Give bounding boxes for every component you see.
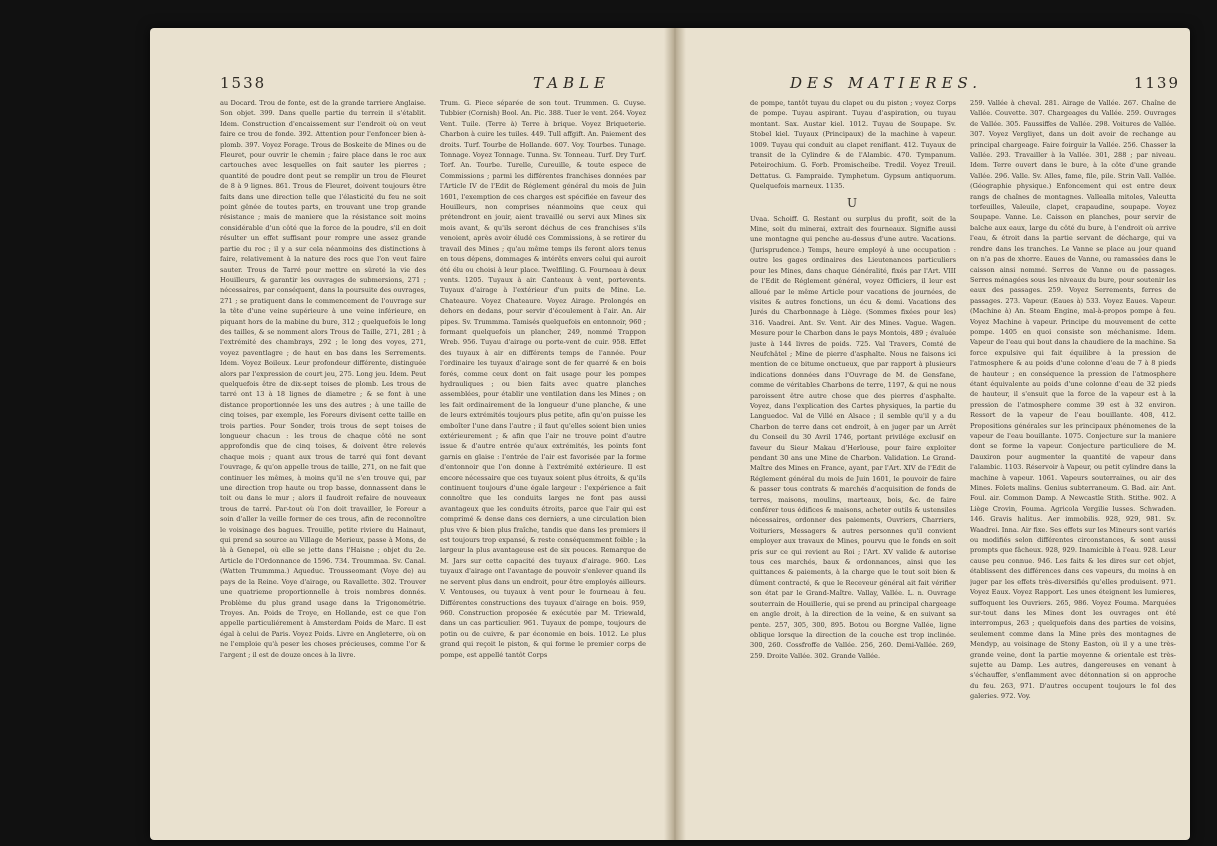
running-title: DES MATIERES.	[790, 74, 983, 92]
index-text: au Docard. Trou de fonte, est de la grande tarriere Anglaise. Son objet. 399. Dans quelle partie du terrein il s'établit. Idem. Construction d'encaissement sur l'endroit où on veut faire ce trou de fonde. 392. Attention pour l'enfoncer bien à-plomb. 397. Voyez Forage. Trous de Boskeite de Mines ou de Fleuret, pour ouvrir le chemin ; faire place dans le roc aux cartouches avec lesquelles on fait sauter les pierres ; quantité de poudre dont peut se remplir un trou de Fleuret de 8 à 9 lignes. 861. Trous de Fleuret, doivent toujours être faits dans une direction telle que l'élasticité du feu ne soit point gênée de toutes parts, en trouvant une trop grande résistance ; mais de maniere que la résistance soit moins considérable d'un côté que la force de la poudre, s'il en doit résulter un effet suffisant pour rompre une assez grande partie du roc ; il y a sur cela néanmoins des distinctions à faire, relativement à la nature des rocs que l'on veut faire sauter. Trous de Tarré pour mettre en sûreté la vie des Houilleurs, & garantir les ouvrages de submersions, 271 ; nécessaires, par conséquent, dans la poursuite des ouvrages, 271 ; se pratiquent dans le commencement de l'ouvrage sur la tête d'une veine supérieure à une veine inférieure, en piquant hors de la mabine du bure, 312 ; quelquefois le long des tailles, & se nomment alors Trous de Taille, 271, 281 ; à l'extrémité des chambrays, 292 ; le long des voyes, 271, voyez paventlagre ; de haut en bas dans les Serrements. Idem. Voyez Boileux. Leur profondeur différente, distinguée alors par l'expression de court jeu, 275. Long jeu. Idem. Peut quelquefois être de dix-sept toises de plomb. Les trous de tarré ont 13 à 18 lignes de diametre ; & se font à une distance proportionnée les uns des autres ; à une taille de cinq toises, par exemple, les Foreurs divisent cette taille en trois parties. Pour Sonder, trois trous de sept toises de longueur chacun : les trous de chaque côté ne sont approfondis que de cinq toises, & doivent être relevés chaque mois ; quant aux trous de tarré qui font devant l'ouvrage, & qu'on appelle trous de taille, 271, on ne fait que continuer les mêmes, à moins qu'il ne s'en trouve qui, par une direction trop haute ou trop basse, donnassent dans le toit ou dans le mur ; alors il faudroit refaire de nouveaux trous de tarré. Par-tout où l'on doit travailler, le Foreur a soin d'aller la veille former de ces trous, afin de reconnoître le voisinage des bagues. Trouille, petite riviere du Hainaut, qui prend sa source au Village de Merieux, passe à Mons, de là à Genepel, où elle se jette dans l'Haisne ; objet du 2e. Article de l'Ordonnance de 1596. 734. Troummaa. Sv. Canal. (Watten Trummma.) Aqueduc. Trousseomant (Voye de) au pays de la Reine. Voye d'airage, ou Ravallette. 302. Trouver une quatrieme proportionnelle à trois nombres donnés. Problème du plus grand usage dans la Trigonométrie. Troyes. An. Poids de Troye, en Hollande, est ce que l'on appelle particuliérement à Amsterdam Poids de Marc. Il est égal à celui de Paris. Voyez Poids. Livre en Angleterre, où on ne l'emploie qu'à peser les choses précieuses, comme l'or & l'argent ; il est de douze onces à la livre.	[220, 99, 426, 659]
index-columns	[220, 98, 650, 828]
index-column-left	[220, 98, 426, 828]
index-text: Uvaa. Schoiff. G. Restant ou surplus du profit, soit de la Mine, soit du minerai, extrait des fourneaux. Signifie aussi une montagne qui penche au-dessus d'une autre. Vacations. (Jurisprudence.) Temps, heure employé à une occupation : outre les gages ordinaires des Lieutenances particuliers pour les Mines, dans chaque Généralité, fixés par l'Art. VIII de l'Edit de Réglement général, voyez Officiers, il leur est alloué par le même Article pour vacations de journées, de visites & autres fonctions, un écu & demi. Vacations des Jurés du Charbonnage à Liège. (Sommes fixées pour les) 316. Vaadrei. Ant. Sv. Vent. Air des Mines. Vague. Wagen. Mesure pour le Charbon dans le pays Montois, 489 ; évaluée juste à 144 livres de poids. 725. Val Travers, Comté de Neufchâtel ; Mine de pierre d'asphalte. Nous ne faisons ici mention de ce bitume onctueux, que par rapport à plusieurs indications données dans l'Ouvrage de M. de Gensfane, comme de véritables Charbons de terre, 1197, & qui ne nous paroissent être autre chose que des pierres d'asphalte. Voyez, dans l'explication des Cartes physiques, la partie du Languedoc. Val de Villé en Alsace ; il semble qu'il y a du Charbon de terre dans cet endroit, à en juger par un Arrêt du Conseil du 30 Avril 1746, portant privilége exclusif en faveur du Sieur Makau d'Herlouse, pour faire exploiter pendant 30 ans une Mine de Charbon. Validation. Le Grand-Maître des Mines en France, ayant, par l'Art. XIV de l'Edit de Réglement général du mois de Juin 1601, le pouvoir de faire & passer tous contrats & marchés d'acquisition de fonds de terres, maisons, moulins, marteaux, bois, &c. de faire conférer tous édifices & maisons, acheter outils & ustensiles nécessaires, ordonner des paiements, Ouvriers, Charriers, Voituriers, Messagers & autres personnes qu'il convient employer aux travaux de Mines, pourvu que le fonds en soit pris sur ce qui revient au Roi ; l'Art. XV valide & autorise tous ces marchés, baux & ordonnances, ainsi que les quittances & paiements, à la charge que le tout soit bien & dûment contracté, & que le Receveur général ait fait vérifier son état par le Grand-Maître. Vallay, Vallée. L. n. Ouvrage souterrain de Houillerie, qui se prend au principal chargeage en angle droit, à la direction de la veine, & en suivant sa pente. 257, 305, 300, 895. Botou ou Borgne Vallée, ligne oblique lorsque la direction de la couche est trop inclinée. 300, 260. Cossfroffe de Vallée. 256, 260. Demi-Vallée. 269, 259. Droite Vallée. 302. Grande Vallée.	[750, 214, 956, 660]
left-page	[220, 74, 650, 832]
open-book	[150, 28, 1190, 840]
section-letter: U	[846, 195, 860, 210]
index-column-right	[970, 98, 1176, 828]
index-text: Trum. G. Piece séparée de son tout. Trummen. G. Cuyse. Tubbier (Cornish) Bool. An. Pic. 388. Tuer le vent. 264. Voyez Vent. Tuile. (Terre à) Terre à brique. Voyez Briqueterie. Charbon à cuire les tuiles. 449. Tull affgift. An. Paiement des droits. Turf. Tourbe de Hollande. 607. Voy. Tourbes. Tunage. Tonnage. Voyez Tonnage. Tunna. Sv. Tonneau. Turf. Dry Turf. Torf. An. Tourbe. Turelle, Cureuille, & toute espece de Commissions ; parmi les différentes franchises données par l'Article IV de l'Edit de Réglement général du mois de Juin 1601, l'exemption de ces charges est spécifiée en faveur des Houilleurs, non comprises néanmoins que ceux qui prétendront en jouir, aient travaillé ou servi aux Mines six mois avant, & qu'ils seront déchus de ces franchises s'ils venoient, après avoir éludé ces Commissions, à se retirer du travail des Mines ; qu'au même temps ils feront alors tenus en tous dépens, dommages & intérêts envers celui qui auroit été élu ou choisi à leur place. Twelfiling. G. Fourneau à deux vents. 1205. Tuyaux à air. Canteaux à vent, portevents. Tuyaux d'airage à l'extérieur d'un puits de Mine. Le. Chateaure. Voyez Chateaure. Voyez Airage. Prolongés en dehors en dedans, pour servir d'écoulement à l'air. An. Air pipes. Sv. Trummma. Tamisés quelquefois en entonnoir, 960 ; formant quelquefois un plancher, 249, nommé Trappon Wreb. 956. Tuyau d'airage ou porte-vent de cuir. 958. Effet des tuyaux à air en différents temps de l'année. Pour l'ordinaire les tuyaux d'airage sont de fer quarré & en bois forés, comme ceux dont on fait usage pour les pompes hydrauliques ; ou bien faits avec quatre planches assemblées, pour établir une ventilation dans les Mines ; on les fait ordinairement de la longueur d'une planche, & une de leurs extrémités toujours plus petite, afin qu'on puisse les emboîter l'une dans l'autre ; il faut qu'elles soient bien unies extérieurement ; & afin que l'air ne trouve point d'autre issue & d'autre entrée qu'aux extrémités, les points font garnis en glaise : l'entrée de l'air est favorisée par la forme d'entonnoir que l'on donne à l'extrémité extérieure. Il est encore nécessaire que ces tuyaux soient plus étroits, & qu'ils continuent toujours d'une égale largeur : l'expérience a fait connoître que les conduits larges ne font pas aussi avantageux que les conduits étroits, parce que l'air qui est comprimé & dense dans ces derniers, a une circulation bien plus vive & bien plus fraîche, tandis que dans les premiers il est toujours trop expansé, & reste conséquemment foible ; la largeur la plus avantageuse est de six pouces. Remarque de M. Jars sur cette capacité des tuyaux d'airage. 960. Les tuyaux d'airage ont l'avantage de pouvoir s'enlever quand ils ne servent plus dans un endroit, pour être employés ailleurs. V. Ventouses, ou tuyaux à vent pour le fourneau à feu. Différentes constructions des tuyaux d'airage en bois. 959, 960. Construction proposée & exécutée par M. Triewald, dans un cas particulier. 961. Tuyaux de pompe, toujours de potin ou de cuivre, & par économie en bois. 1012. Le plus grand qui reçoit le piston, & qui forme le premier corps de pompe, est appellé tantôt Corps	[440, 99, 646, 659]
running-head	[220, 74, 650, 94]
index-text: de pompe, tantôt tuyau du clapet ou du piston ; voyez Corps de pompe. Tuyau aspirant. Tuyau d'aspiration, ou tuyau montant. Sax. Austar kiel. 1012. Tuyau de Soupape. Sv. Stobel kiel. Tuyaux (Principaux) de la machine à vapeur. 1009. Tuyau qui conduit au clapet reniflant. 412. Tuyaux de transit de la Cylindre & de l'Alambic. 470. Tympanum. Peteirochium. G. Forb. Promischeibe. Tredil. Voyez Treuil. Dettatus. G. Fampraide. Tymphetum. Gypsum antiquorum. Quelquefois marneux. 1135.	[750, 99, 956, 191]
page-number: 1538	[220, 74, 267, 92]
index-columns	[750, 98, 1180, 828]
index-column-right	[440, 98, 646, 828]
book-gutter	[664, 28, 686, 840]
right-page	[750, 74, 1180, 832]
index-text: 259. Vallée à cheval. 281. Airage de Vallée. 267. Chaîne de Vallée. Couvette. 307. Chargeages du Vallée. 259. Ouvrages de Vallée. 305. Faussiffes de Vallée. 298. Voitures de Vallée. 307. Voyez Vergliyet, dans un doit avoir de rechange au principal chargeage. Faire foirguir la Vallée. 256. Chasser la Vallée. 293. Travailler à la Vallée. 301, 288 ; par niveau. Idem. Terre ouvert dans le bure, à la côte d'une grande Vallée. 296. Valle. Sv. Alles, fame, file, pile. Strin Vall. Vallée. (Géographie physique.) Enfoncement qui est entre deux rangs de chaînes de montagnes. Vallealla mitoles, Valeutta torfeuilles, Valeuile, clapet, crapaudine, soupape. Voyez Soupape. Vanne. Le. Caisson en planches, pour servir de balche aux eaux, large du côté du bure, à l'endroit où arrive l'eau, & étroit dans la partie servant de décharge, qui va rendre dans les tranches. Le Vanne se place au jour quand on n'a pas de xhorre. Eaues de Vanne, ou ramassées dans le caisson ainsi nommé. Serres de Vanne ou de passages. Serres ménagées sous les niveaux du bure, pour soutenir les eaux des passages. 259. Voyez Serrements, ferres de passages. 273. Vapeur. (Eaues à) 533. Voyez Eaues. Vapeur. (Machine à) An. Steam Engine, mal-à-propos pompe à feu. Voyez Machine à vapeur. Principe du mouvement de cette pompe. 1405 en quoi consiste son méchanisme. Idem. Vapeur de l'eau qui bout dans la chaudiere de la machine. Sa force expulsive qui fait équilibre à la pression de l'atmosphere & au poids d'une colonne d'eau de 7 à 8 pieds de hauteur ; en conséquence la pression de l'atmosphere étant équivalente au poids d'une colonne d'eau de 32 pieds de hauteur, il s'ensuit que la force de la vapeur est à la pression de l'atmosphere comme 39 est à 32 environ. Ressort de la vapeur de l'eau bouillante. 408, 412. Propositions générales sur les principaux phénomenes de la vapeur de l'eau bouillante. 1075. Conjecture sur la maniere dont se forme la vapeur. Conjecture particuliere de M. Dauxiron pour augmenter la quantité de vapeur dans l'alambic. 1103. Réservoir à Vapeur, ou petit cylindre dans la machine à vapeur. 1061. Vapeurs souterraines, ou air des Mines. Folets malins. Genius subterraneum. G. Bad. air. Ant. Foul. air. Common Damp. A Newcastle Stith. Stithe. 902. A Liège Crovin, Fouma. Agricola Vergilie lusses. Schwaden. 146. Gravis halitus. Aer immobilis. 928, 929, 981. Sv. Waadrei. Inna. Air fixe. Ses effets sur les Mineurs sont variés ou modifiés selon différentes circonstances, & sont aussi prompts que fâcheux. 928, 929. Inamicible à l'eau. 928. Leur cause peu connue. 946. Les faits & les dires sur cet objet, établissent des différences dans ces vapeurs, du moins à en juger par les effets très-diversifiés qu'elles produisent. 971. Voyez Eaux. Voyez Rapport. Les unes éteignent les lumieres, suffoquent les Ouvriers. 265, 986. Voyez Fouma. Marquées sur-tout dans les Mines dont les ouvrages ont été interrompus, 263 ; quelquefois dans des parties de voisins, seulement comme dans la Mine près des montagnes de Mendyp, au voisinage de Stony Easton, où il y a une très-grande veine, dont la partie moyenne & orientale est très-sujette au Damp. Les autres, dangereuses en venant à s'échauffer, s'enflamment avec détonnation si on approche du feu. 263, 971. D'autres occupent toujours le fol des galeries. 972. Voy.	[970, 99, 1176, 701]
running-head	[750, 74, 1180, 94]
running-title: TABLE	[533, 74, 610, 92]
index-column-left	[750, 98, 956, 828]
page-number: 1139	[1133, 74, 1180, 92]
